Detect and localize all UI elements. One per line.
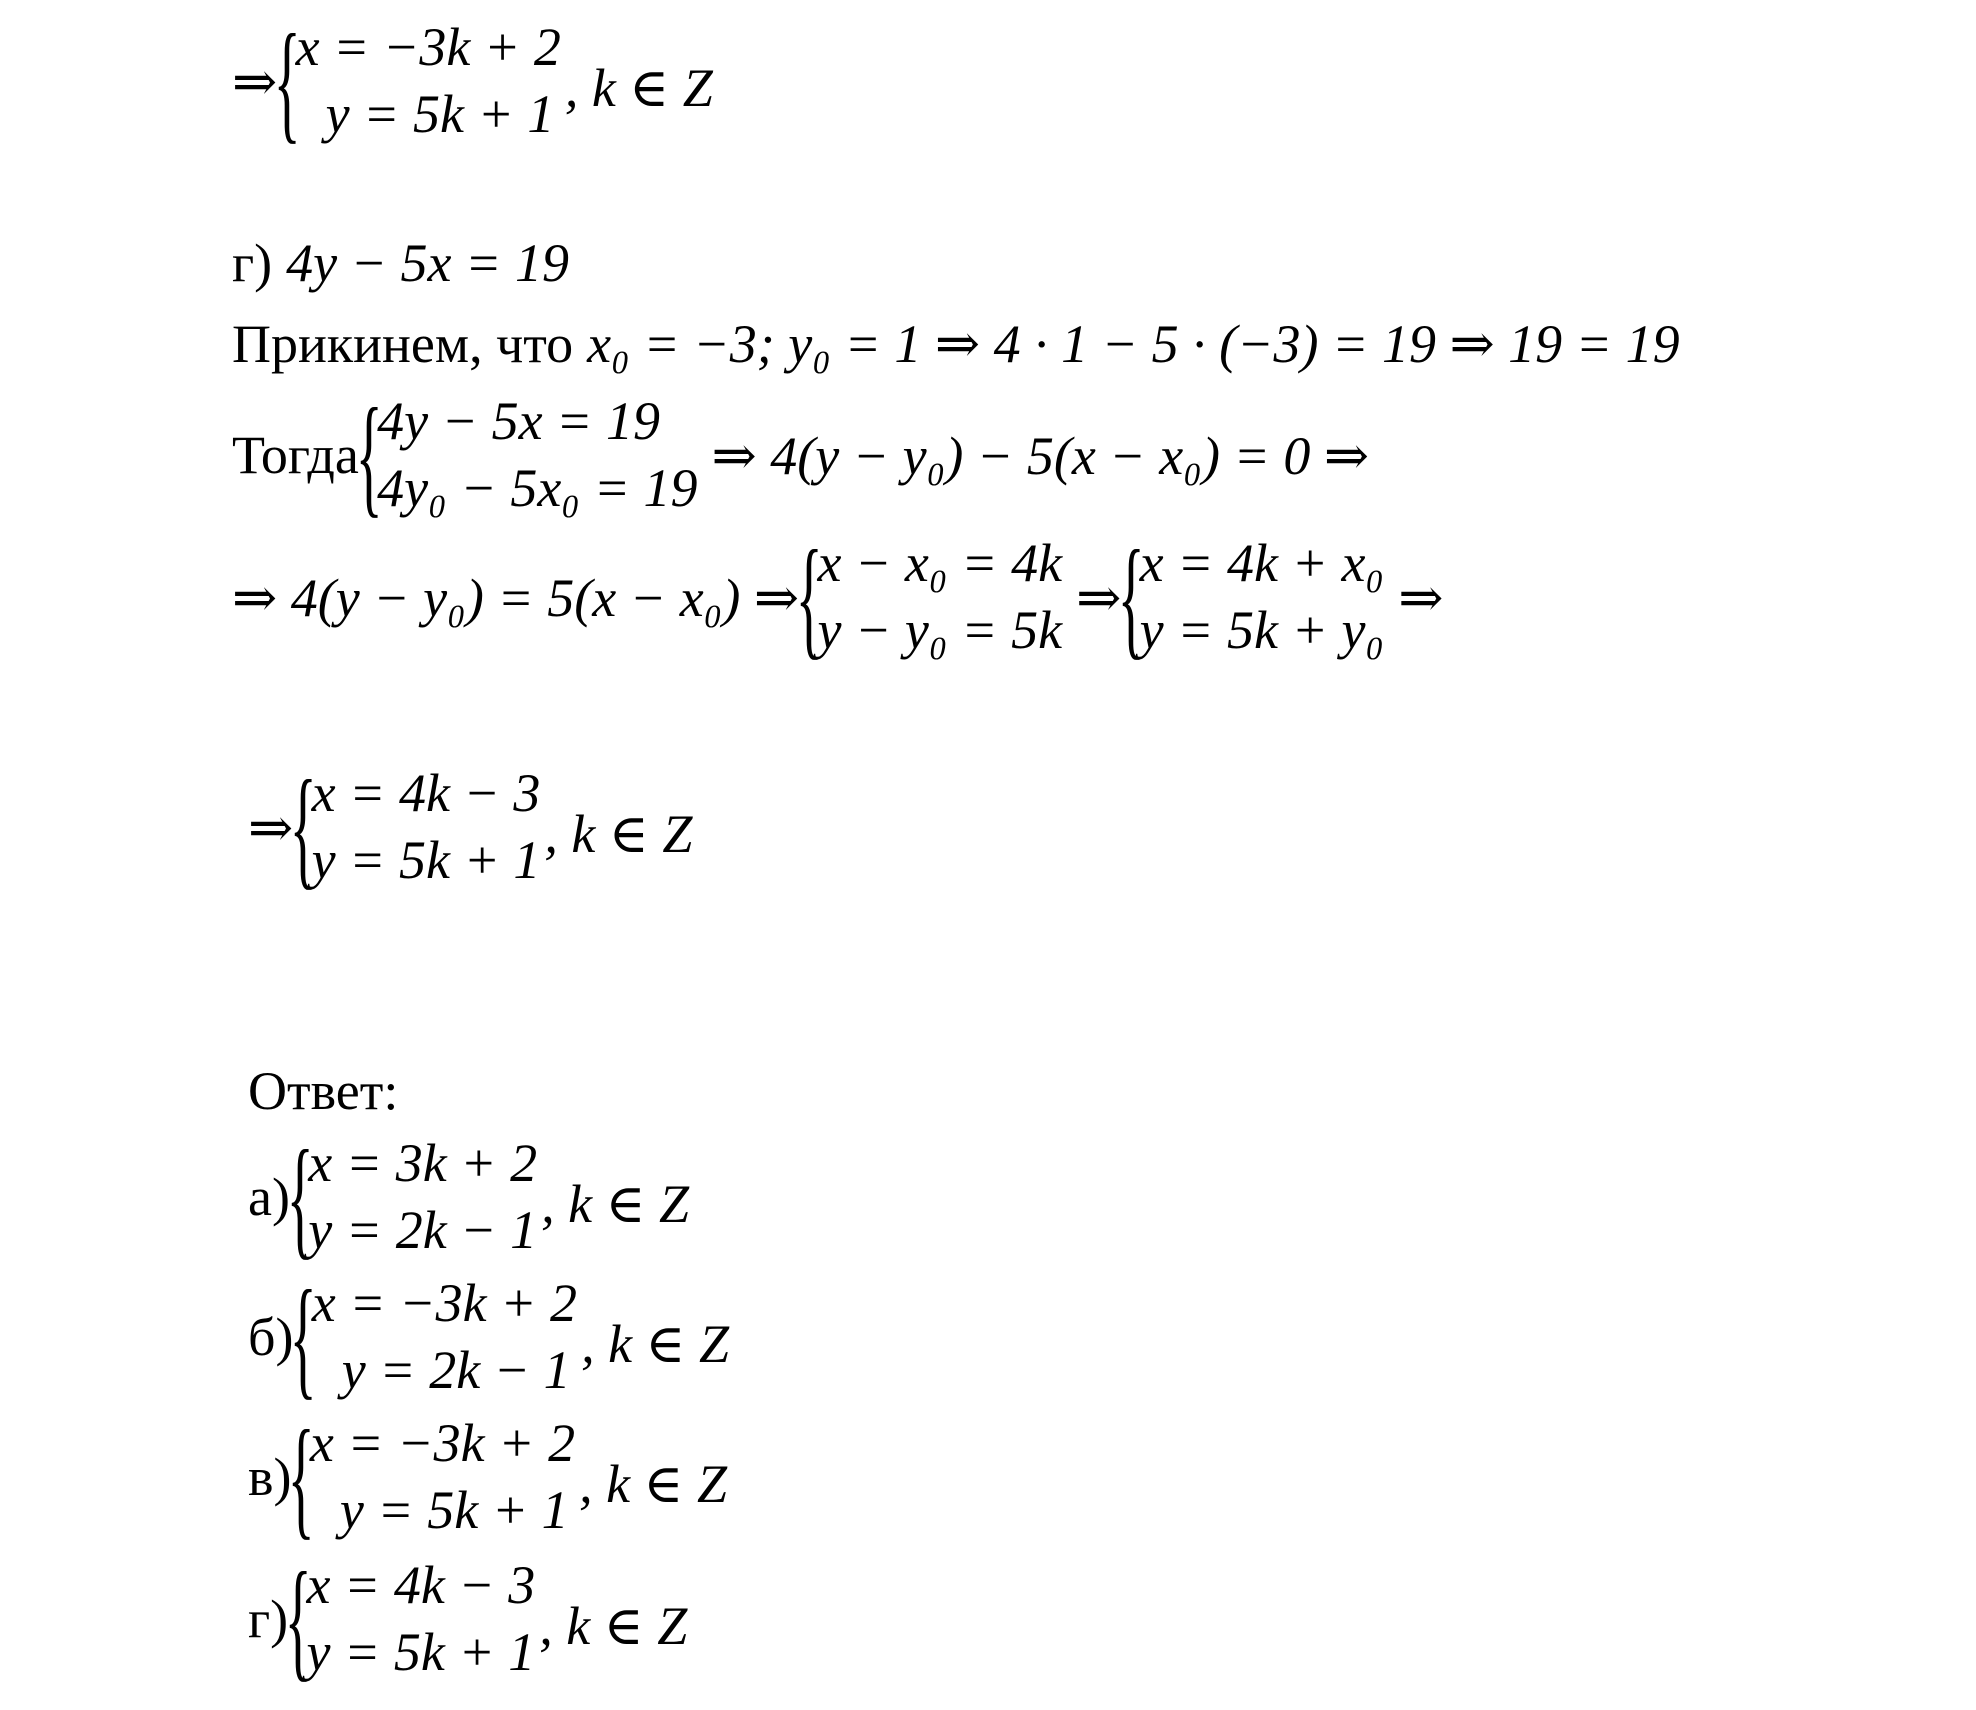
implies-arrow: ⇒ xyxy=(248,797,294,858)
then-text: Тогда xyxy=(232,425,359,485)
brace-icon: { xyxy=(286,1123,314,1271)
estimate-text: Прикинем, что xyxy=(232,313,574,374)
domain-note: , k ∈ Z xyxy=(564,57,713,118)
implies-arrow: ⇒ xyxy=(1076,567,1122,628)
brace-icon: { xyxy=(289,753,317,901)
part-label: г) xyxy=(232,233,273,293)
answer-item-b xyxy=(248,1263,730,1411)
system-row: y = 5k + 1 xyxy=(325,84,555,144)
answer-item-v xyxy=(248,1403,728,1551)
implies-arrow: ⇒ xyxy=(232,51,278,112)
equation-system xyxy=(284,1545,536,1693)
domain-note: , k ∈ Z xyxy=(581,1313,730,1374)
answer-label: г) xyxy=(248,1589,289,1649)
estimate-math: x₀ = −3; y₀ = 1 ⇒ 4 · 1 − 5 · (−3) = 19 ⇒ 19 = 19 xyxy=(587,314,1680,374)
answer-label: а) xyxy=(248,1167,290,1227)
brace-icon: { xyxy=(795,523,823,671)
system-row: y = 5k + 1 xyxy=(306,1622,536,1682)
equation-system xyxy=(355,381,698,529)
system-row: x = −3k + 2 xyxy=(309,1413,576,1474)
answer-label: в) xyxy=(248,1447,292,1507)
answer-label: б) xyxy=(248,1307,294,1367)
equation-system xyxy=(1117,523,1385,671)
domain-note: , k ∈ Z xyxy=(541,1173,690,1234)
equation-system xyxy=(290,1263,578,1411)
system-row: x = −3k + 2 xyxy=(295,17,561,78)
brace-icon: { xyxy=(284,1545,312,1693)
answer-item-a xyxy=(248,1123,690,1271)
derivation-line xyxy=(232,523,1444,671)
equation-system xyxy=(289,753,541,901)
brace-icon: { xyxy=(355,381,383,529)
brace-icon: { xyxy=(290,1263,318,1411)
brace-icon: { xyxy=(1117,523,1145,671)
system-row: x = 4k − 3 xyxy=(306,1555,536,1616)
system-row: x = 4k + x₀ xyxy=(1139,533,1385,594)
equation-system xyxy=(286,1123,538,1271)
domain-note: , k ∈ Z xyxy=(544,803,693,864)
system-row: 4y − 5x = 19 xyxy=(377,391,660,452)
system-row: x = 3k + 2 xyxy=(308,1133,538,1194)
system-row: y = 5k + y₀ xyxy=(1139,600,1385,660)
domain-note: , k ∈ Z xyxy=(539,1595,688,1656)
derivation-lead: ⇒ 4(y − y₀) = 5(x − x₀) ⇒ xyxy=(232,567,800,628)
then-tail: ⇒ 4(y − y₀) − 5(x − x₀) = 0 ⇒ xyxy=(711,425,1370,486)
then-line xyxy=(232,381,1370,529)
system-row: x = 4k − 3 xyxy=(311,763,541,824)
part-equation: 4y − 5x = 19 xyxy=(286,233,569,293)
part-g-heading xyxy=(232,232,569,294)
equation-system xyxy=(288,1403,576,1551)
top-system-line xyxy=(232,7,713,155)
system-row: 4y₀ − 5x₀ = 19 xyxy=(377,458,698,518)
system-row: y = 5k + 1 xyxy=(339,1480,569,1540)
system-row: x − x₀ = 4k xyxy=(817,533,1063,594)
system-row: y = 2k − 1 xyxy=(308,1200,538,1260)
result-g-line xyxy=(248,753,693,901)
brace-icon: { xyxy=(288,1403,316,1551)
answer-title: Ответ: xyxy=(248,1061,399,1121)
estimate-line xyxy=(232,312,1680,375)
system-row: y = 5k + 1 xyxy=(311,830,541,890)
system-row: x = −3k + 2 xyxy=(311,1273,578,1334)
system-row: y = 2k − 1 xyxy=(341,1340,571,1400)
implies-arrow: ⇒ xyxy=(1398,567,1444,628)
system-row: y − y₀ = 5k xyxy=(817,600,1063,660)
answer-item-g xyxy=(248,1545,688,1693)
equation-system xyxy=(795,523,1063,671)
equation-system xyxy=(273,7,561,155)
domain-note: , k ∈ Z xyxy=(579,1453,728,1514)
brace-icon: { xyxy=(273,7,301,155)
